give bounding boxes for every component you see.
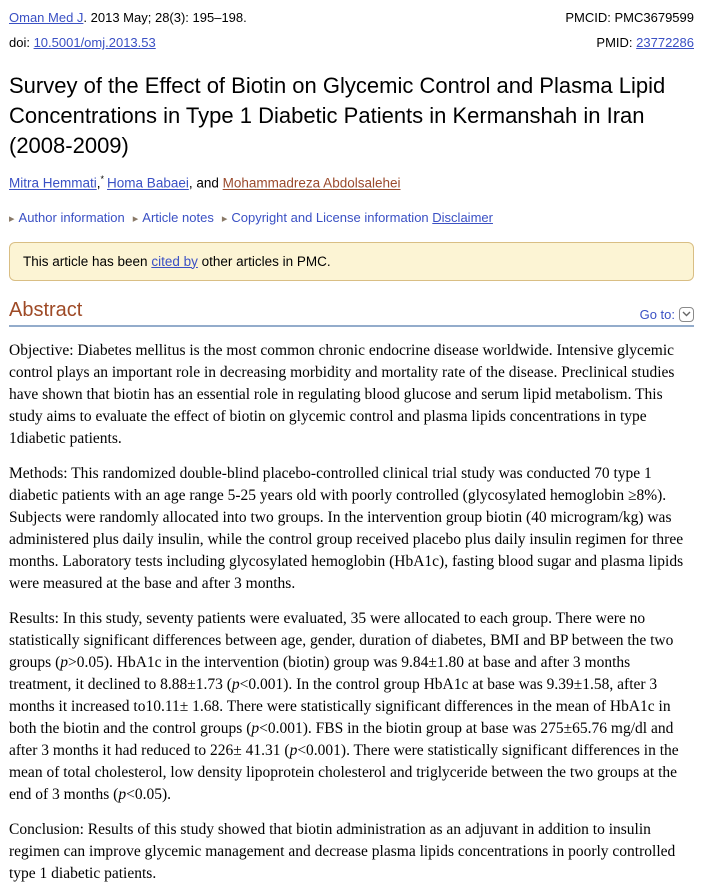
banner-text-post: other articles in PMC. xyxy=(197,253,331,269)
corresponding-author-asterisk[interactable]: * xyxy=(100,174,105,184)
citation-text: . 2013 May; 28(3): 195–198. xyxy=(83,10,247,25)
copyright-license-link[interactable]: Copyright and License information xyxy=(231,209,429,225)
section-divider xyxy=(9,325,694,327)
article-title: Survey of the Effect of Biotin on Glycemic Control and Plasma Lipid Concentrations in Type 1 Diabetic Patients in Kermanshah in Iran (2008-2009) xyxy=(9,73,666,158)
article-meta-links xyxy=(9,210,694,225)
pmid-label: PMID: xyxy=(596,35,637,50)
authors-line xyxy=(9,174,694,191)
cited-by-banner xyxy=(9,242,694,281)
cited-by-link[interactable]: cited by xyxy=(151,253,198,269)
author-separator: , xyxy=(96,175,101,191)
disclaimer-link[interactable]: Disclaimer xyxy=(432,209,493,225)
article-notes-link[interactable]: Article notes xyxy=(142,209,214,225)
article-citation-header xyxy=(9,5,694,55)
goto-link[interactable]: Go to: xyxy=(639,306,675,322)
abstract-paragraph: Conclusion: Results of this study showed that biotin administration as an adjuvant in addition to insulin regimen can improve glycemic management and decrease plasma lipids concentrations in poorly controlled type 1 diabetic patients. xyxy=(9,820,676,882)
author-link-3[interactable]: Mohammadreza Abdolsalehei xyxy=(222,175,401,191)
abstract-paragraph: Methods: This randomized double-blind placebo-controlled clinical trial study was conducted 70 type 1 diabetic patients with an age range 5-25 years old with poorly controlled (glycosylated hemoglobin ≥8%). Subjects were randomly allocated into two groups. In the intervention group biotin (40 microgram/kg) was administered plus daily insulin, while the control group received placebo plus daily insulin regimen for three months. Laboratory tests including glycosylated hemoglobin (HbA1c), fasting blood sugar and plasma lipids were measured at the base and after 3 months. xyxy=(9,464,684,592)
doi-line xyxy=(9,30,247,55)
journal-link[interactable]: Oman Med J xyxy=(9,10,84,25)
pmcid-line xyxy=(565,5,694,30)
author-link-1[interactable]: Mitra Hemmati xyxy=(9,175,97,191)
banner-text-pre: This article has been xyxy=(23,253,152,269)
abstract-paragraph: Objective: Diabetes mellitus is the most common chronic endocrine disease worldwide. Intensive glycemic control plays an important role in decreasing morbidity and mortality rate of the disease. Preclinical studies have shown that biotin has an essential role in regulating blood glucose and serum lipid metabolism. This study aims to evaluate the effect of biotin on glycemic control and plasma lipids concentrations in type 1diabetic patients. xyxy=(9,341,675,447)
journal-citation-line xyxy=(9,5,247,30)
goto-control xyxy=(640,307,694,322)
author-link-2[interactable]: Homa Babaei xyxy=(107,175,189,191)
abstract-paragraphs xyxy=(9,340,694,885)
citation-left-column xyxy=(9,5,247,55)
abstract-paragraph: Results: In this study, seventy patients were evaluated, 35 were allocated to each group. There were no statistically significant differences between age, gender, duration of diabetes, BMI and BP between the two groups (p>0.05). HbA1c in the intervention (biotin) group was 9.84±1.80 at base and after 3 months treatment, it declined to 8.88±1.73 (p<0.001). In the control group HbA1c at base was 9.39±1.58, after 3 months it increased to10.11± 1.68. There were statistically significant differences in the mean of HbA1c in both the biotin and the control groups (p<0.001). FBS in the biotin group at base was 275±65.76 mg/dl and after 3 months it had reduced to 226± 41.31 (p<0.001). There were statistically significant differences in the mean of total cholesterol, low density lipoprotein cholesterol and triglyceride between the two groups at the end of 3 months (p<0.05). xyxy=(9,609,679,803)
pmcid-value: PMC3679599 xyxy=(614,10,694,25)
author-separator-and: , and xyxy=(188,175,223,191)
expand-triangle-icon[interactable]: ▸ xyxy=(9,212,15,225)
doi-label: doi: xyxy=(9,35,34,50)
author-information-link[interactable]: Author information xyxy=(18,209,125,225)
goto-chevron-down-icon[interactable] xyxy=(679,307,694,322)
pmid-link[interactable]: 23772286 xyxy=(636,35,694,50)
abstract-heading: Abstract xyxy=(9,298,83,321)
pmcid-label: PMCID: xyxy=(565,10,615,25)
abstract-section-header xyxy=(9,299,694,322)
expand-triangle-icon[interactable]: ▸ xyxy=(221,212,228,225)
expand-triangle-icon[interactable]: ▸ xyxy=(132,212,139,225)
pmid-line xyxy=(565,30,694,55)
citation-right-column xyxy=(565,5,694,55)
doi-link[interactable]: 10.5001/omj.2013.53 xyxy=(33,35,156,50)
